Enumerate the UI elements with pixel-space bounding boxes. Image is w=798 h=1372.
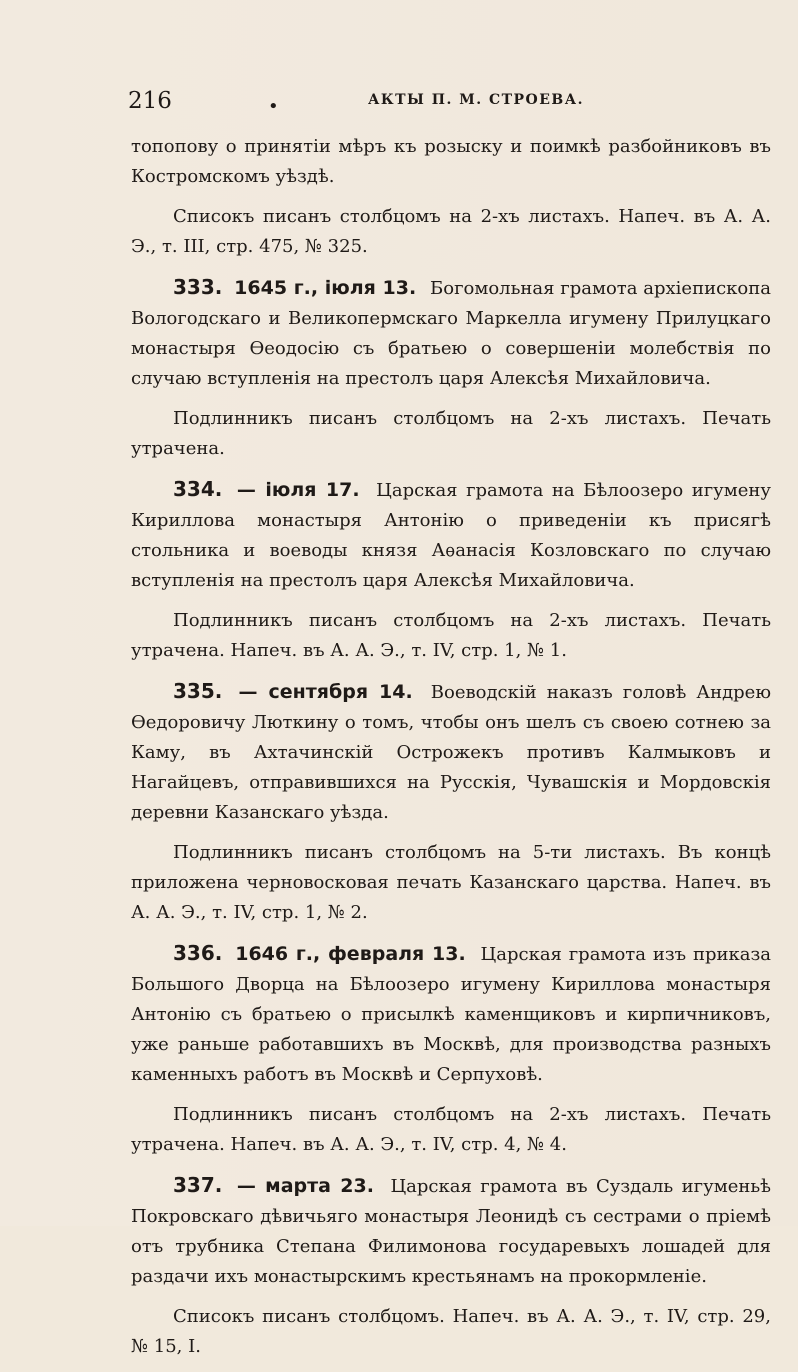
paragraph-text: Подлинникъ писанъ столбцомъ на 5-ти листахъ. Въ концѣ приложена черновосковая печать Казанскаго царства. Напеч. въ А. А. Э., т. IV, стр. 1, № 2. [131,842,771,923]
entry-date: 1645 г., іюля 13. [234,277,417,299]
paragraph-note [131,1302,771,1362]
entry-date: 1646 г., февраля 13. [235,943,466,965]
paragraph-note [131,404,771,464]
entry-number: 336. [173,941,223,965]
entry-date: — марта 23. [236,1175,374,1197]
entry-number: 335. [173,679,223,703]
paragraph-text: Подлинникъ писанъ столбцомъ на 2-хъ листахъ. Печать утрачена. [131,408,771,459]
paragraph-note [131,606,771,666]
entry-date: — сентября 14. [238,681,413,703]
entry-text: Богомольная грамота архіепископа Вологодскаго и Великопермскаго Маркелла игумену Прилуцкаго монастыря Ѳеодосію съ братьею о совершеніи молебствія по случаю вступленія на престолъ царя Алексѣя Михайловича. [131,278,771,389]
running-title: АКТЫ П. М. СТРОЕВА. [368,92,585,108]
paragraph-note [131,1100,771,1160]
entry-number: 334. [173,477,223,501]
entry-text: Воеводскій наказъ головѣ Андрею Ѳедоровичу Люткину о томъ, чтобы онъ шелъ съ своею сотнею за Каму, въ Ахтачинскій Острожекъ противъ Калмыковъ и Нагайцевъ, отправившихся на Русскія, Чувашскія и Мордовскія деревни Казанскаго уѣзда. [131,682,771,823]
entry-333 [131,272,771,394]
paragraph-note [131,838,771,928]
entry-336 [131,938,771,1090]
entry-number: 337. [173,1173,223,1197]
paragraph-continuation [131,132,771,192]
entry-text: Царская грамота въ Суздаль игуменьѣ Покровскаго дѣвичьяго монастыря Леонидѣ съ сестрами о пріемѣ отъ трубника Степана Филимонова государевыхъ лошадей для раздачи ихъ монастырскимъ крестьянамъ на прокормленіе. [131,1176,771,1287]
paragraph-text: Списокъ писанъ столбцомъ. Напеч. въ А. А. Э., т. IV, стр. 29, № 15, I. [131,1306,771,1357]
entry-number: 333. [173,275,223,299]
paragraph-text: Списокъ писанъ столбцомъ на 2-хъ листахъ. Напеч. въ А. А. Э., т. III, стр. 475, № 325. [131,206,771,257]
entry-date: — іюля 17. [236,479,360,501]
entry-334 [131,474,771,596]
paragraph-text: Подлинникъ писанъ столбцомъ на 2-хъ листахъ. Печать утрачена. Напеч. въ А. А. Э., т. IV, стр. 1, № 1. [131,610,771,661]
page-header [128,88,768,118]
paragraph-text: Подлинникъ писанъ столбцомъ на 2-хъ листахъ. Печать утрачена. Напеч. въ А. А. Э., т. IV, стр. 4, № 4. [131,1104,771,1155]
header-dot: • [268,96,279,117]
paragraph-text: топопову о принятіи мѣръ къ розыску и поимкѣ разбойниковъ въ Костромскомъ уѣздѣ. [131,136,771,187]
page-number: 216 [128,88,172,114]
entry-337 [131,1170,771,1292]
page-content [131,132,771,1372]
entry-335 [131,676,771,828]
entry-text: Царская грамота на Бѣлоозеро игумену Кириллова монастыря Антонію о приведеніи къ присягѣ стольника и воеводы князя Аѳанасія Козловскаго по случаю вступленія на престолъ царя Алексѣя Михайловича. [131,480,771,591]
paragraph-note [131,202,771,262]
entry-text: Царская грамота изъ приказа Большого Дворца на Бѣлоозеро игумену Кириллова монастыря Антонію съ братьею о присылкѣ каменщиковъ и кирпичниковъ, уже раньше работавшихъ въ Москвѣ, для производства разныхъ каменныхъ работъ въ Москвѣ и Серпуховѣ. [131,944,771,1085]
